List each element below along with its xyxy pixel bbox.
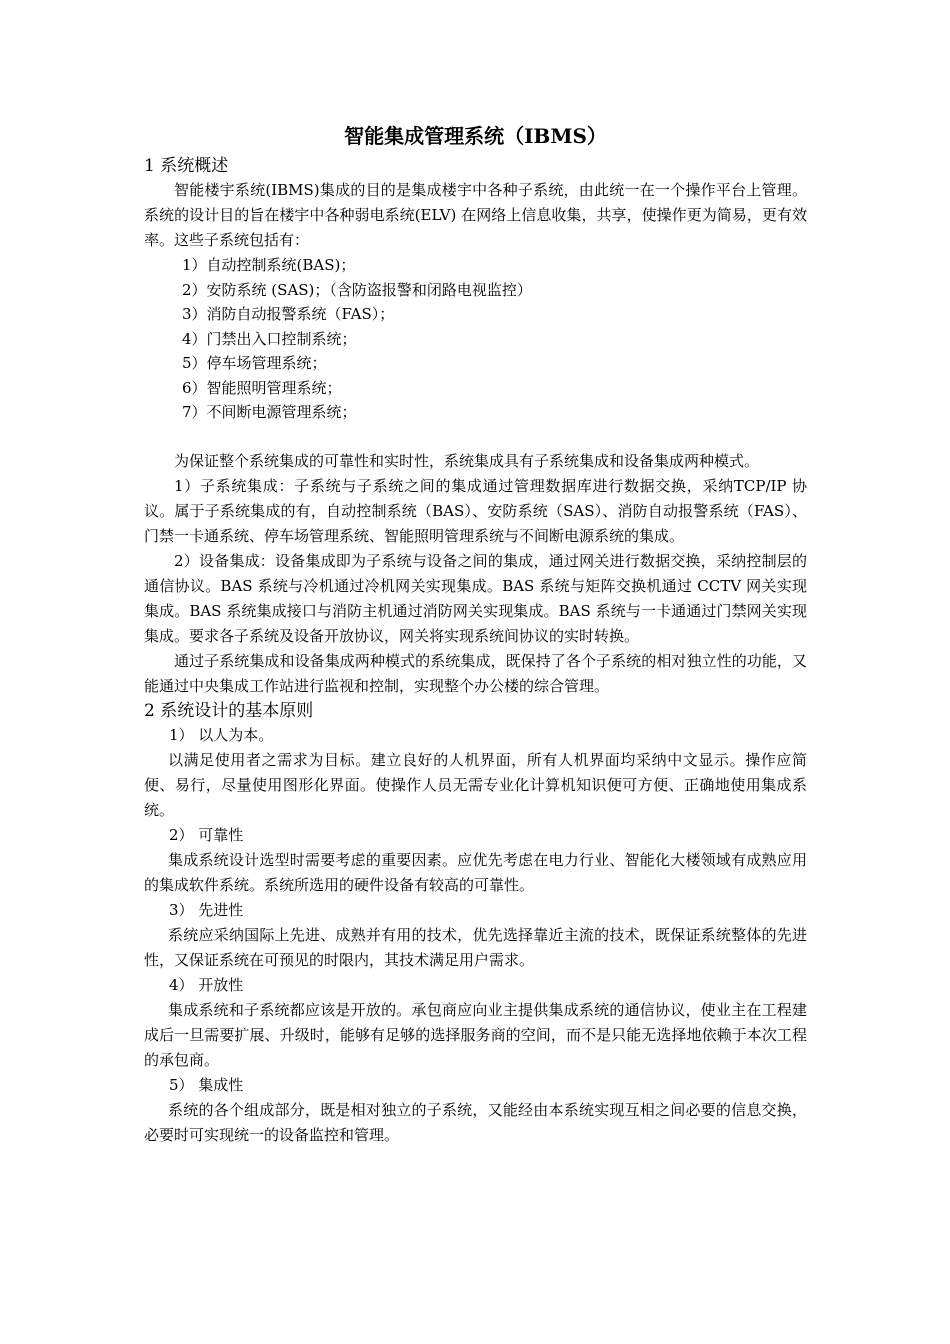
paragraph-integration-modes: 为保证整个系统集成的可靠性和实时性，系统集成具有子系统集成和设备集成两种模式。 — [174, 451, 760, 470]
principle-text: 集成系统设计选型时需要考虑的重要因素。应优先考虑在电力行业、智能化大楼领域有成熟应用的集成软件系统。系统所选用的硬件设备有较高的可靠性。 — [144, 850, 807, 894]
principle-label: 1） 以人为本。 — [169, 725, 274, 744]
paragraph-intro: 智能楼宇系统(IBMS)集成的目的是集成楼宇中各种子系统，由此统一在一个操作平台上管理。系统的设计目的旨在楼宇中各种弱电系统(ELV) 在网络上信息收集，共享，使操作更为简易，更有效率。这些子系统包括有： — [144, 181, 807, 249]
list-item: 4）门禁出入口控制系统； — [182, 329, 357, 348]
document-page — [144, 118, 807, 1148]
list-item: 2）安防系统 (SAS)；（含防盗报警和闭路电视监控） — [182, 280, 532, 299]
section-heading-overview: 1 系统概述 — [144, 156, 229, 176]
principle-label: 2） 可靠性 — [169, 825, 244, 844]
list-item: 3）消防自动报警系统（FAS）； — [182, 305, 395, 323]
blank-line — [144, 425, 807, 449]
principle-text: 以满足使用者之需求为目标。建立良好的人机界面，所有人机界面均采纳中文显示。操作应简便、易行，尽量使用图形化界面。使操作人员无需专业化计算机知识便可方便、正确地使用集成系统。 — [144, 750, 807, 819]
paragraph-summary: 通过子系统集成和设备集成两种模式的系统集成，既保持了各个子系统的相对独立性的功能，又能通过中央集成工作站进行监视和控制，实现整个办公楼的综合管理。 — [144, 651, 807, 695]
principle-label: 5） 集成性 — [169, 1075, 244, 1094]
principle-label: 3） 先进性 — [169, 900, 244, 919]
principle-text: 系统的各个组成部分，既是相对独立的子系统，又能经由本系统实现互相之间必要的信息交换，必要时可实现统一的设备监控和管理。 — [144, 1100, 807, 1144]
document-title: 智能集成管理系统（IBMS） — [344, 124, 607, 148]
principle-label: 4） 开放性 — [169, 975, 244, 994]
paragraph-subsystem-integration: 1）子系统集成：子系统与子系统之间的集成通过管理数据库进行数据交换，采纳TCP/IP 协议。属于子系统集成的有，自动控制系统（BAS）、安防系统（SAS）、消防自动报警系统（FAS）、门禁一卡通系统、停车场管理系统、智能照明管理系统与不间断电源系统的集成。 — [144, 476, 807, 545]
list-item: 7）不间断电源管理系统； — [182, 403, 357, 421]
list-item: 1）自动控制系统(BAS)； — [182, 256, 356, 274]
principle-text: 系统应采纳国际上先进、成熟并有用的技术，优先选择靠近主流的技术，既保证系统整体的先进性，又保证系统在可预见的时限内，其技术满足用户需求。 — [144, 925, 807, 969]
paragraph-device-integration: 2）设备集成：设备集成即为子系统与设备之间的集成，通过网关进行数据交换，采纳控制层的通信协议。BAS 系统与冷机通过冷机网关实现集成。BAS 系统与矩阵交换机通过 CCTV 网关实现集成。BAS 系统集成接口与消防主机通过消防网关实现集成。BAS 系统与一卡通通过门禁网关实现集成。要求各子系统及设备开放协议，网关将实现系统间协议的实时转换。 — [144, 551, 807, 645]
section-heading-principles: 2 系统设计的基本原则 — [144, 700, 314, 721]
principle-text: 集成系统和子系统都应该是开放的。承包商应向业主提供集成系统的通信协议，使业主在工程建成后一旦需要扩展、升级时，能够有足够的选择服务商的空间，而不是只能无选择地依赖于本次工程的承包商。 — [144, 1000, 807, 1069]
list-item: 6）智能照明管理系统； — [182, 378, 342, 397]
list-item: 5）停车场管理系统； — [182, 354, 327, 372]
